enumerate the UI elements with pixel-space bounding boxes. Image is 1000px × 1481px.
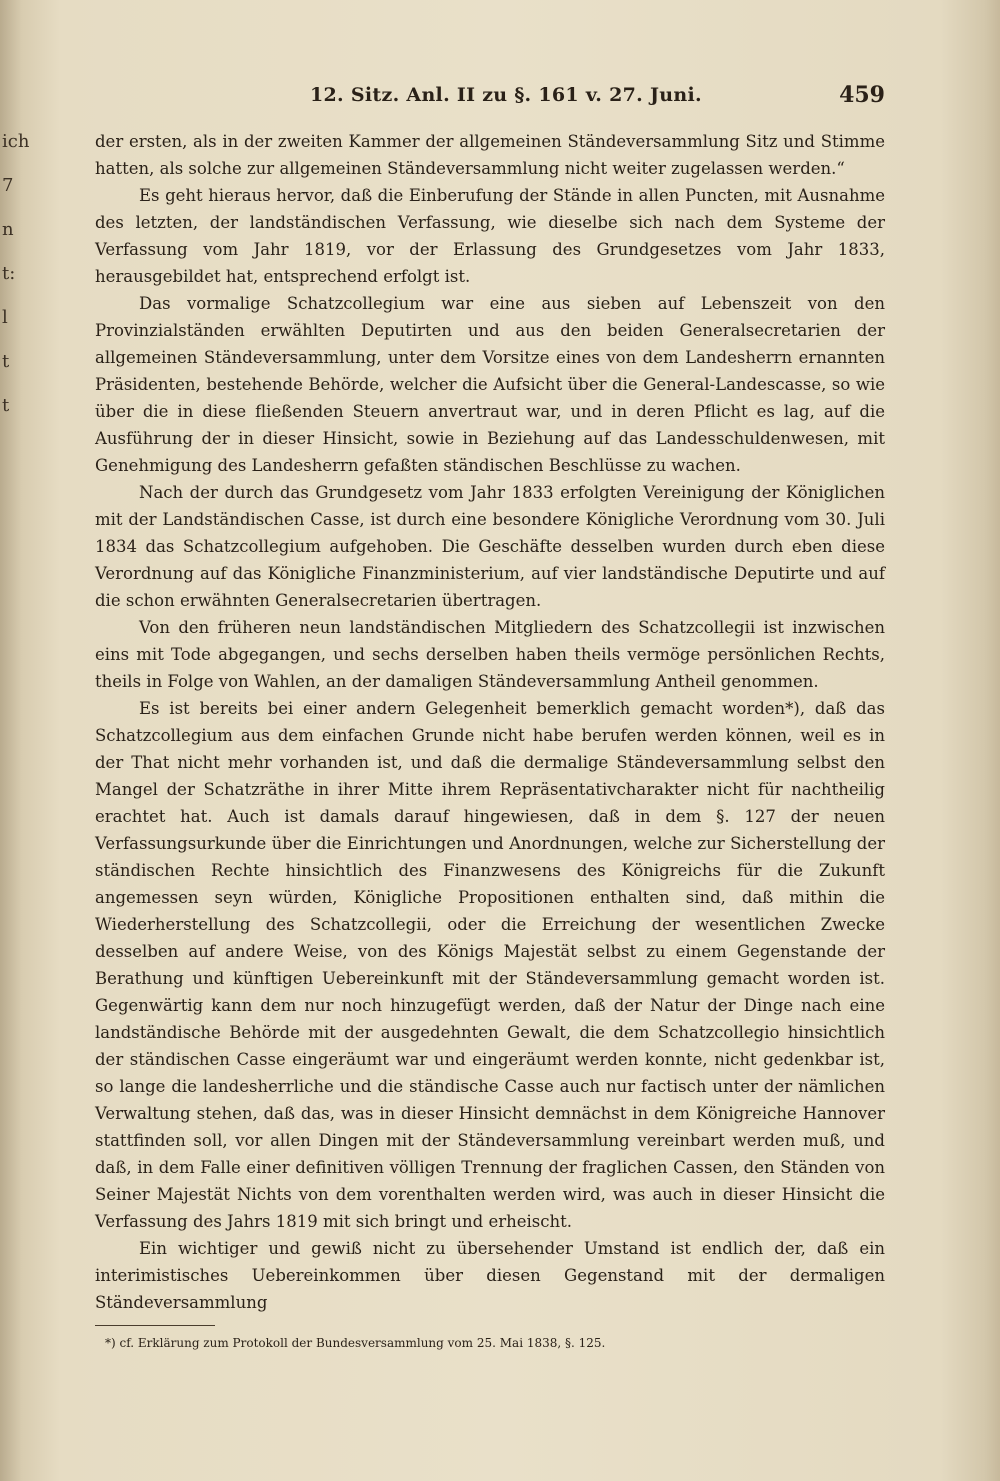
- paragraph: Ein wichtiger und gewiß nicht zu übersehender Umstand ist endlich der, daß ein interimistisches Uebereinkommen über diesen Gegenstand mit der dermaligen Ständeversammlung: [95, 1239, 885, 1312]
- paragraph: Es ist bereits bei einer andern Gelegenheit bemerklich gemacht worden*), daß das Schatzcollegium aus dem einfachen Grunde nicht habe berufen werden können, weil es in der That nicht mehr vorhanden ist, und daß die dermalige Ständeversammlung selbst den Mangel der Schatzräthe in ihrer Mitte ihrem Repräsentativcharakter nicht für nachtheilig erachtet hat. Auch ist damals darauf hingewiesen, daß in dem §. 127 der neuen Verfassungsurkunde über die Einrichtungen und Anordnungen, welche zur Sicherstellung der ständischen Rechte hinsichtlich des Finanzwesens des Königreichs für die Zukunft angemessen seyn würden, Königliche Propositionen enthalten sind, daß mithin die Wiederherstellung des Schatzcollegii, oder die Erreichung der wesentlichen Zwecke desselben auf andere Weise, von des Königs Majestät selbst zu einem Gegenstande der Berathung und künftigen Uebereinkunft mit der Ständeversammlung gemacht worden ist. Gegenwärtig kann dem nur noch hinzugefügt werden, daß der Natur der Dinge nach eine landständische Behörde mit der ausgedehnten Gewalt, die dem Schatzcollegio hinsichtlich der ständischen Casse eingeräumt war und eingeräumt werden konnte, nicht gedenkbar ist, so lange die landesherrliche und die ständische Casse auch nur factisch unter der nämlichen Verwaltung stehen, daß das, was in dieser Hinsicht demnächst in dem Königreiche Hannover stattfinden soll, vor allen Dingen mit der Ständeversammlung vereinbart werden muß, und daß, in dem Falle einer definitiven völligen Trennung der fraglichen Cassen, den Ständen von Seiner Majestät Nichts von dem vorenthalten werden wird, was auch in dieser Hinsicht die Verfassung des Jahrs 1819 mit sich bringt und erheischt.: [95, 699, 885, 1231]
- page-header: [95, 84, 885, 118]
- body-text: [95, 128, 885, 1316]
- running-title: 12. Sitz. Anl. II zu §. 161 v. 27. Juni.: [310, 84, 702, 106]
- paragraph: der ersten, als in der zweiten Kammer der allgemeinen Ständeversammlung Sitz und Stimme hatten, als solche zur allgemeinen Ständeversammlung nicht weiter zugelassen werden.“: [95, 132, 885, 178]
- paragraph: Von den früheren neun landständischen Mitgliedern des Schatzcollegii ist inzwischen eins mit Tode abgegangen, und sechs derselben haben theils vermöge persönlichen Rechts, theils in Folge von Wahlen, an der damaligen Ständeversammlung Antheil genommen.: [95, 618, 885, 691]
- paragraph: Nach der durch das Grundgesetz vom Jahr 1833 erfolgten Vereinigung der Königlichen mit der Landständischen Casse, ist durch eine besondere Königliche Verordnung vom 30. Juli 1834 das Schatzcollegium aufgehoben. Die Geschäfte desselben wurden durch eben diese Verordnung auf das Königliche Finanzministerium, auf vier landständische Deputirte und auf die schon erwähnten Generalsecretarien übertragen.: [95, 483, 885, 610]
- margin-mark: ich: [2, 131, 30, 152]
- margin-mark: l: [2, 307, 8, 328]
- margin-mark: t: [2, 395, 10, 416]
- margin-mark: 7: [2, 175, 14, 196]
- paragraph: Es geht hieraus hervor, daß die Einberufung der Stände in allen Puncten, mit Ausnahme des letzten, der landständischen Verfassung, wie dieselbe sich nach dem Systeme der Verfassung vom Jahr 1819, vor der Erlassung des Grundgesetzes vom Jahr 1833, herausgebildet hat, entsprechend erfolgt ist.: [95, 186, 885, 286]
- footnote: *) cf. Erklärung zum Protokoll der Bundesversammlung vom 25. Mai 1838, §. 125.: [105, 1336, 606, 1350]
- left-edge-bleed-marks: [2, 120, 30, 450]
- margin-mark: t: [2, 351, 10, 372]
- margin-mark: n: [2, 219, 14, 240]
- page-number: 459: [839, 82, 885, 108]
- paragraph: Das vormalige Schatzcollegium war eine aus sieben auf Lebenszeit von den Provinzialständen erwählten Deputirten und aus den beiden Generalsecretarien der allgemeinen Ständeversammlung, unter dem Vorsitze eines von dem Landesherrn ernannten Präsidenten, bestehende Behörde, welcher die Aufsicht über die General-Landescasse, so wie über die in diese fließenden Steuern anvertraut war, und in deren Pflicht es lag, auf die Ausführung der in dieser Hinsicht, sowie in Beziehung auf das Landesschuldenwesen, mit Genehmigung des Landesherrn gefaßten ständischen Beschlüsse zu wachen.: [95, 294, 885, 475]
- footnote-divider: [95, 1325, 215, 1326]
- margin-mark: t:: [2, 263, 16, 284]
